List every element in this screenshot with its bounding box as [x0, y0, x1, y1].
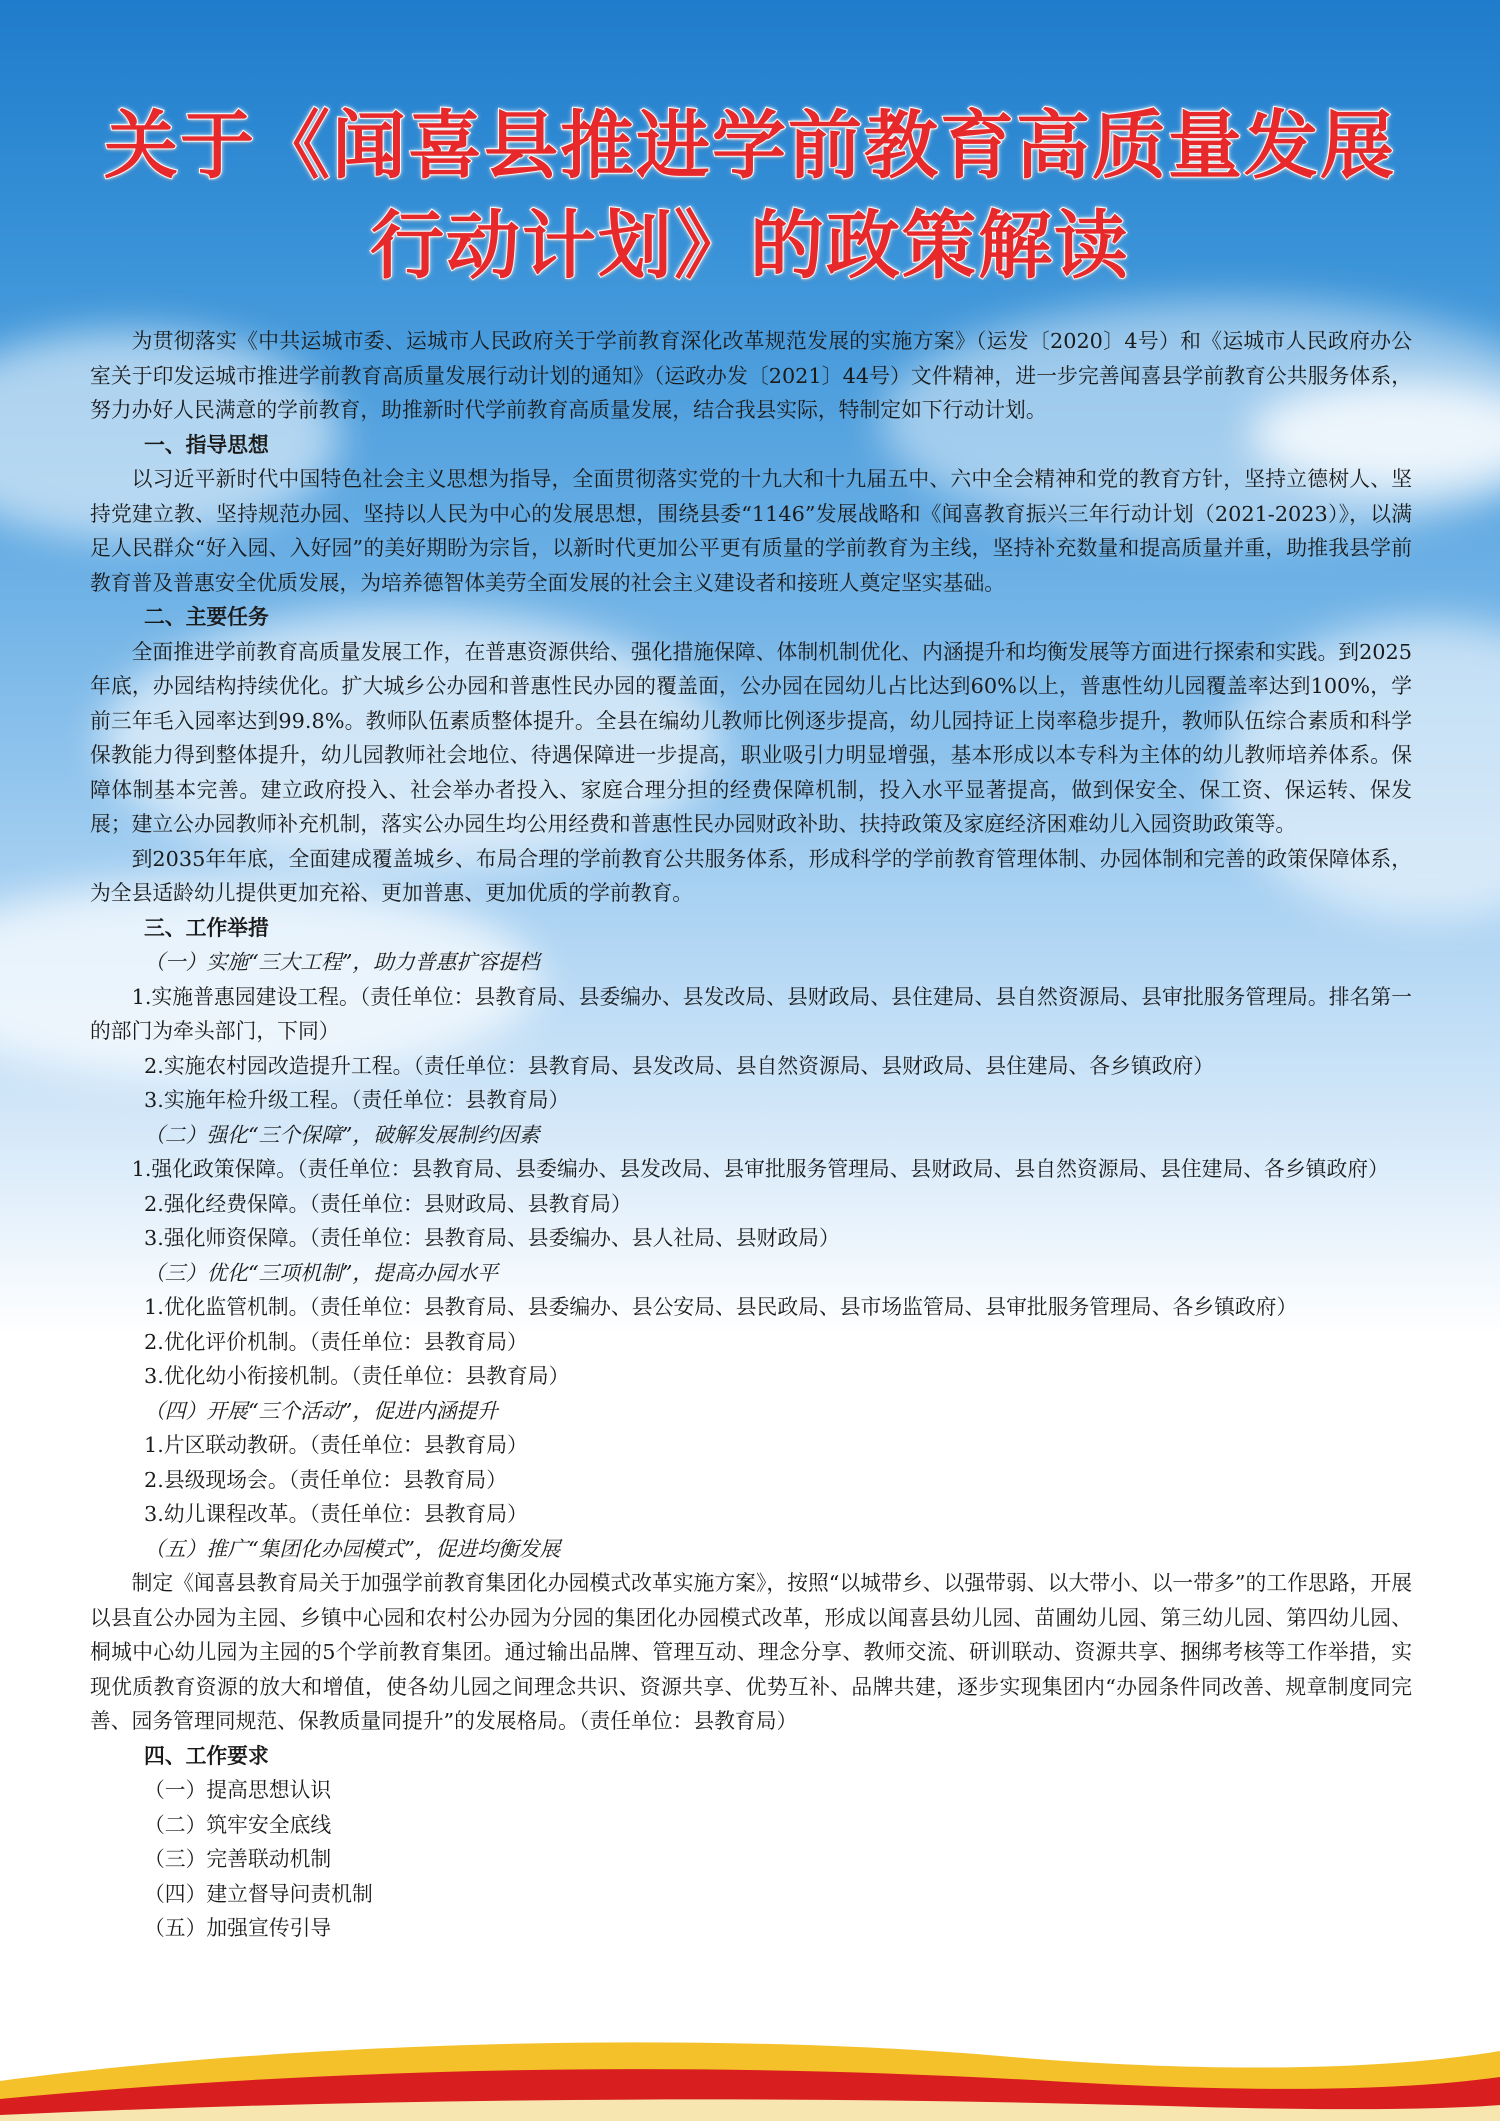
requirement-item: （一）提高思想认识: [144, 1778, 332, 1802]
measure-item: 2.优化评价机制。（责任单位：县教育局）: [144, 1329, 528, 1354]
requirement-item: （二）筑牢安全底线: [144, 1812, 332, 1837]
measure-group-title-3: （三）优化“三项机制”，提高办园水平: [144, 1260, 499, 1285]
measure-item: 1.优化监管机制。（责任单位：县教育局、县委编办、县公安局、县民政局、县市场监管局、县审批服务管理局、各乡镇政府）: [144, 1295, 1298, 1319]
measure-group-title-4: （四）开展“三个活动”，促进内涵提升: [144, 1398, 499, 1423]
section-heading-main-tasks: 二、主要任务: [144, 605, 269, 629]
measure-item: 1.片区联动教研。（责任单位：县教育局）: [144, 1433, 528, 1457]
measure-item: 3.幼儿课程改革。（责任单位：县教育局）: [144, 1502, 528, 1526]
measure-item: 3.优化幼小衔接机制。（责任单位：县教育局）: [144, 1364, 570, 1388]
requirement-item: （四）建立督导问责机制: [144, 1881, 373, 1906]
measure-group-title-5: （五）推广“集团化办园模式”，促进均衡发展: [144, 1536, 561, 1561]
title-line-1: 关于《闻喜县推进学前教育高质量发展: [104, 103, 1396, 189]
measure-item: 3.实施年检升级工程。（责任单位：县教育局）: [144, 1088, 570, 1112]
section-heading-work-measures: 三、工作举措: [144, 915, 269, 940]
requirement-item: （五）加强宣传引导: [144, 1916, 332, 1940]
measure-group-title-1: （一）实施“三大工程”，助力普惠扩容提档: [144, 950, 540, 974]
measure-item: 3.强化师资保障。（责任单位：县教育局、县委编办、县人社局、县财政局）: [144, 1226, 840, 1250]
measure-item: 1.实施普惠园建设工程。（责任单位：县教育局、县委编办、县发改局、县财政局、县住建局、县自然资源局、县审批服务管理局。排名第一的部门为牵头部门，下同）: [90, 984, 1412, 1043]
measure-group-title-2: （二）强化“三个保障”，破解发展制约因素: [144, 1122, 540, 1147]
page-title: [0, 96, 1500, 296]
measure-item: 2.实施农村园改造提升工程。（责任单位：县教育局、县发改局、县自然资源局、县财政局、县住建局、各乡镇政府）: [144, 1053, 1215, 1078]
requirement-item: （三）完善联动机制: [144, 1847, 332, 1871]
main-tasks-paragraph-2: 到2035年年底，全面建成覆盖城乡、布局合理的学前教育公共服务体系，形成科学的学前教育管理体制、办园体制和完善的政策保障体系，为全县适龄幼儿提供更加充裕、更加普惠、更加优质的学前教育。: [90, 846, 1412, 905]
section-heading-guiding-ideology: 一、指导思想: [144, 432, 269, 457]
measure-item: 2.县级现场会。（责任单位：县教育局）: [144, 1467, 507, 1492]
measure-item: 1.强化政策保障。（责任单位：县教育局、县委编办、县发改局、县审批服务管理局、县财政局、县自然资源局、县住建局、各乡镇政府）: [131, 1157, 1389, 1181]
group-model-paragraph: 制定《闻喜县教育局关于加强学前教育集团化办园模式改革实施方案》，按照“以城带乡、以强带弱、以大带小、以一带多”的工作思路，开展以县直公办园为主园、乡镇中心园和农村公办园为分园的集团化办园模式改革，形成以闻喜县幼儿园、苗圃幼儿园、第三幼儿园、第四幼儿园、桐城中心幼儿园为主园的5个学前教育集团。通过输出品牌、管理互动、理念分享、教师交流、研训联动、资源共享、捆绑考核等工作举措，实现优质教育资源的放大和增值，使各幼儿园之间理念共识、资源共享、优势互补、品牌共建，逐步实现集团内“办园条件同改善、规章制度同完善、园务管理同规范、保教质量同提升”的发展格局。（责任单位：县教育局）: [90, 1571, 1412, 1733]
main-tasks-paragraph-1: 全面推进学前教育高质量发展工作，在普惠资源供给、强化措施保障、体制机制优化、内涵提升和均衡发展等方面进行探索和实践。到2025年底，办园结构持续优化。扩大城乡公办园和普惠性民办园的覆盖面，公办园在园幼儿占比达到60%以上，普惠性幼儿园覆盖率达到100%，学前三年毛入园率达到99.8%。教师队伍素质整体提升。全县在编幼儿教师比例逐步提高，幼儿园持证上岗率稳步提升，教师队伍综合素质和科学保教能力得到整体提升，幼儿园教师社会地位、待遇保障进一步提高，职业吸引力明显增强，基本形成以本专科为主体的幼儿教师培养体系。保障体制基本完善。建立政府投入、社会举办者投入、家庭合理分担的经费保障机制，投入水平显著提高，做到保安全、保工资、保运转、保发展；建立公办园教师补充机制，落实公办园生均公用经费和普惠性民办园财政补助、扶持政策及家庭经济困难幼儿入园资助政策等。: [90, 639, 1412, 836]
intro-paragraph: 为贯彻落实《中共运城市委、运城市人民政府关于学前教育深化改革规范发展的实施方案》（运发〔2020〕4号）和《运城市人民政府办公室关于印发运城市推进学前教育高质量发展行动计划的通知》（运政办发〔2021〕44号）文件精神，进一步完善闻喜县学前教育公共服务体系，努力办好人民满意的学前教育，助推新时代学前教育高质量发展，结合我县实际，特制定如下行动计划。: [90, 329, 1412, 422]
measure-item: 2.强化经费保障。（责任单位：县财政局、县教育局）: [144, 1191, 632, 1216]
guiding-ideology-paragraph: 以习近平新时代中国特色社会主义思想为指导，全面贯彻落实党的十九大和十九届五中、六中全会精神和党的教育方针，坚持立德树人、坚持党建立教、坚持规范办园、坚持以人民为中心的发展思想，围绕县委“1146”发展战略和《闻喜教育振兴三年行动计划（2021-2023）》，以满足人民群众“好入园、入好园”的美好期盼为宗旨，以新时代更加公平更有质量的学前教育为主线，坚持补充数量和提高质量并重，助推我县学前教育普及普惠安全优质发展，为培养德智体美劳全面发展的社会主义建设者和接班人奠定坚实基础。: [90, 467, 1412, 595]
title-line-2: 行动计划》的政策解读: [370, 203, 1130, 289]
document-body: [90, 324, 1412, 1946]
section-heading-work-requirements: 四、工作要求: [144, 1743, 269, 1768]
bottom-wave-decoration: [0, 2011, 1500, 2121]
